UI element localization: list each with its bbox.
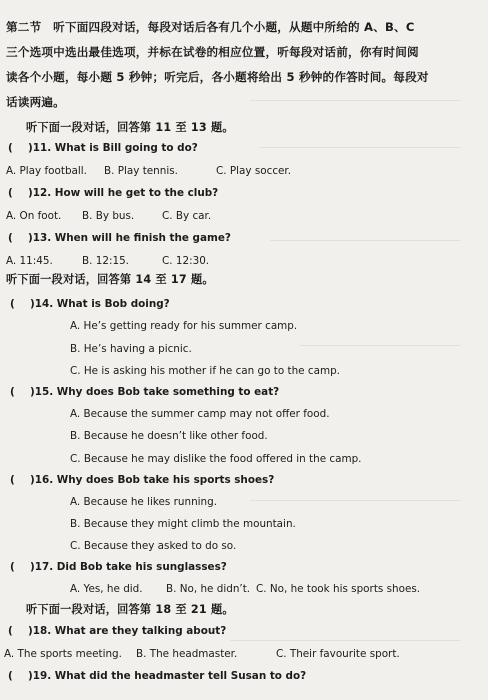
option-b: B. 12:15. <box>82 255 129 267</box>
question-stem: ( )13. When will he finish the game? <box>8 232 231 244</box>
option-b: B. The headmaster. <box>136 648 238 660</box>
show-through-mark <box>250 500 460 501</box>
option-c: C. Play soccer. <box>216 165 292 177</box>
section-intro-line: 三个选项中选出最佳选项，并标在试卷的相应位置，听每段对话前，你有时间阅 <box>6 45 419 59</box>
answer-blank[interactable]: ( <box>8 625 13 637</box>
show-through-mark <box>250 100 460 101</box>
option-row <box>6 164 291 178</box>
option-c: C. Because they asked to do so. <box>70 540 237 552</box>
answer-blank[interactable]: ( <box>8 232 13 244</box>
option-a: A. Yes, he did. <box>70 583 143 595</box>
option-c: C. Because he may dislike the food offered in the camp. <box>70 453 362 465</box>
show-through-mark <box>270 240 460 241</box>
question-stem: ( )12. How will he get to the club? <box>8 187 219 199</box>
section-intro-line: 话读两遍。 <box>6 95 65 109</box>
option-c: C. He is asking his mother if he can go to the camp. <box>70 365 340 377</box>
option-b: B. By bus. <box>82 210 135 222</box>
option-a: A. On foot. <box>6 210 62 222</box>
answer-blank[interactable]: ( <box>10 561 15 573</box>
question-stem: ( )17. Did Bob take his sunglasses? <box>10 561 227 573</box>
option-a: A. Play football. <box>6 165 87 177</box>
option-c: C. 12:30. <box>162 255 210 267</box>
option-a: A. Because he likes running. <box>70 496 218 508</box>
option-a: A. The sports meeting. <box>4 648 122 660</box>
question-stem: ( )18. What are they talking about? <box>8 625 227 637</box>
option-c: C. No, he took his sports shoes. <box>256 583 421 595</box>
option-a: A. He’s getting ready for his summer camp. <box>70 320 298 332</box>
dialogue-instruction: 听下面一段对话，回答第 18 至 21 题。 <box>26 603 234 616</box>
option-row <box>6 254 209 268</box>
option-a: A. 11:45. <box>6 255 53 267</box>
question-stem: ( )11. What is Bill going to do? <box>8 142 198 154</box>
answer-blank[interactable]: ( <box>10 386 15 398</box>
question-stem: ( )19. What did the headmaster tell Susan to do? <box>8 670 307 682</box>
option-b: B. Because he doesn’t like other food. <box>70 430 268 442</box>
question-stem: ( )15. Why does Bob take something to eat? <box>10 386 280 398</box>
answer-blank[interactable]: ( <box>8 142 13 154</box>
section-intro-line: 第二节 听下面四段对话，每段对话后各有几个小题，从题中所给的 A、B、C <box>6 20 415 34</box>
answer-blank[interactable]: ( <box>10 474 15 486</box>
option-b: B. He’s having a picnic. <box>70 343 192 355</box>
option-c: C. Their favourite sport. <box>276 648 400 660</box>
option-b: B. No, he didn’t. <box>166 583 251 595</box>
answer-blank[interactable]: ( <box>10 298 15 310</box>
show-through-mark <box>230 640 460 641</box>
question-stem: ( )16. Why does Bob take his sports shoes? <box>10 474 275 486</box>
dialogue-instruction: 听下面一段对话，回答第 14 至 17 题。 <box>6 273 214 286</box>
show-through-mark <box>260 147 460 148</box>
question-stem: ( )14. What is Bob doing? <box>10 298 170 310</box>
option-row <box>6 209 211 223</box>
option-row <box>4 647 400 661</box>
option-c: C. By car. <box>162 210 212 222</box>
show-through-mark <box>300 345 460 346</box>
dialogue-instruction: 听下面一段对话，回答第 11 至 13 题。 <box>26 121 234 134</box>
section-intro-line: 读各个小题，每小题 5 秒钟；听完后，各小题将给出 5 秒钟的作答时间。每段对 <box>6 70 429 84</box>
option-b: B. Play tennis. <box>104 165 178 177</box>
option-b: B. Because they might climb the mountain. <box>70 518 296 530</box>
answer-blank[interactable]: ( <box>8 670 13 682</box>
answer-blank[interactable]: ( <box>8 187 13 199</box>
option-row <box>70 582 420 596</box>
option-a: A. Because the summer camp may not offer food. <box>70 408 330 420</box>
